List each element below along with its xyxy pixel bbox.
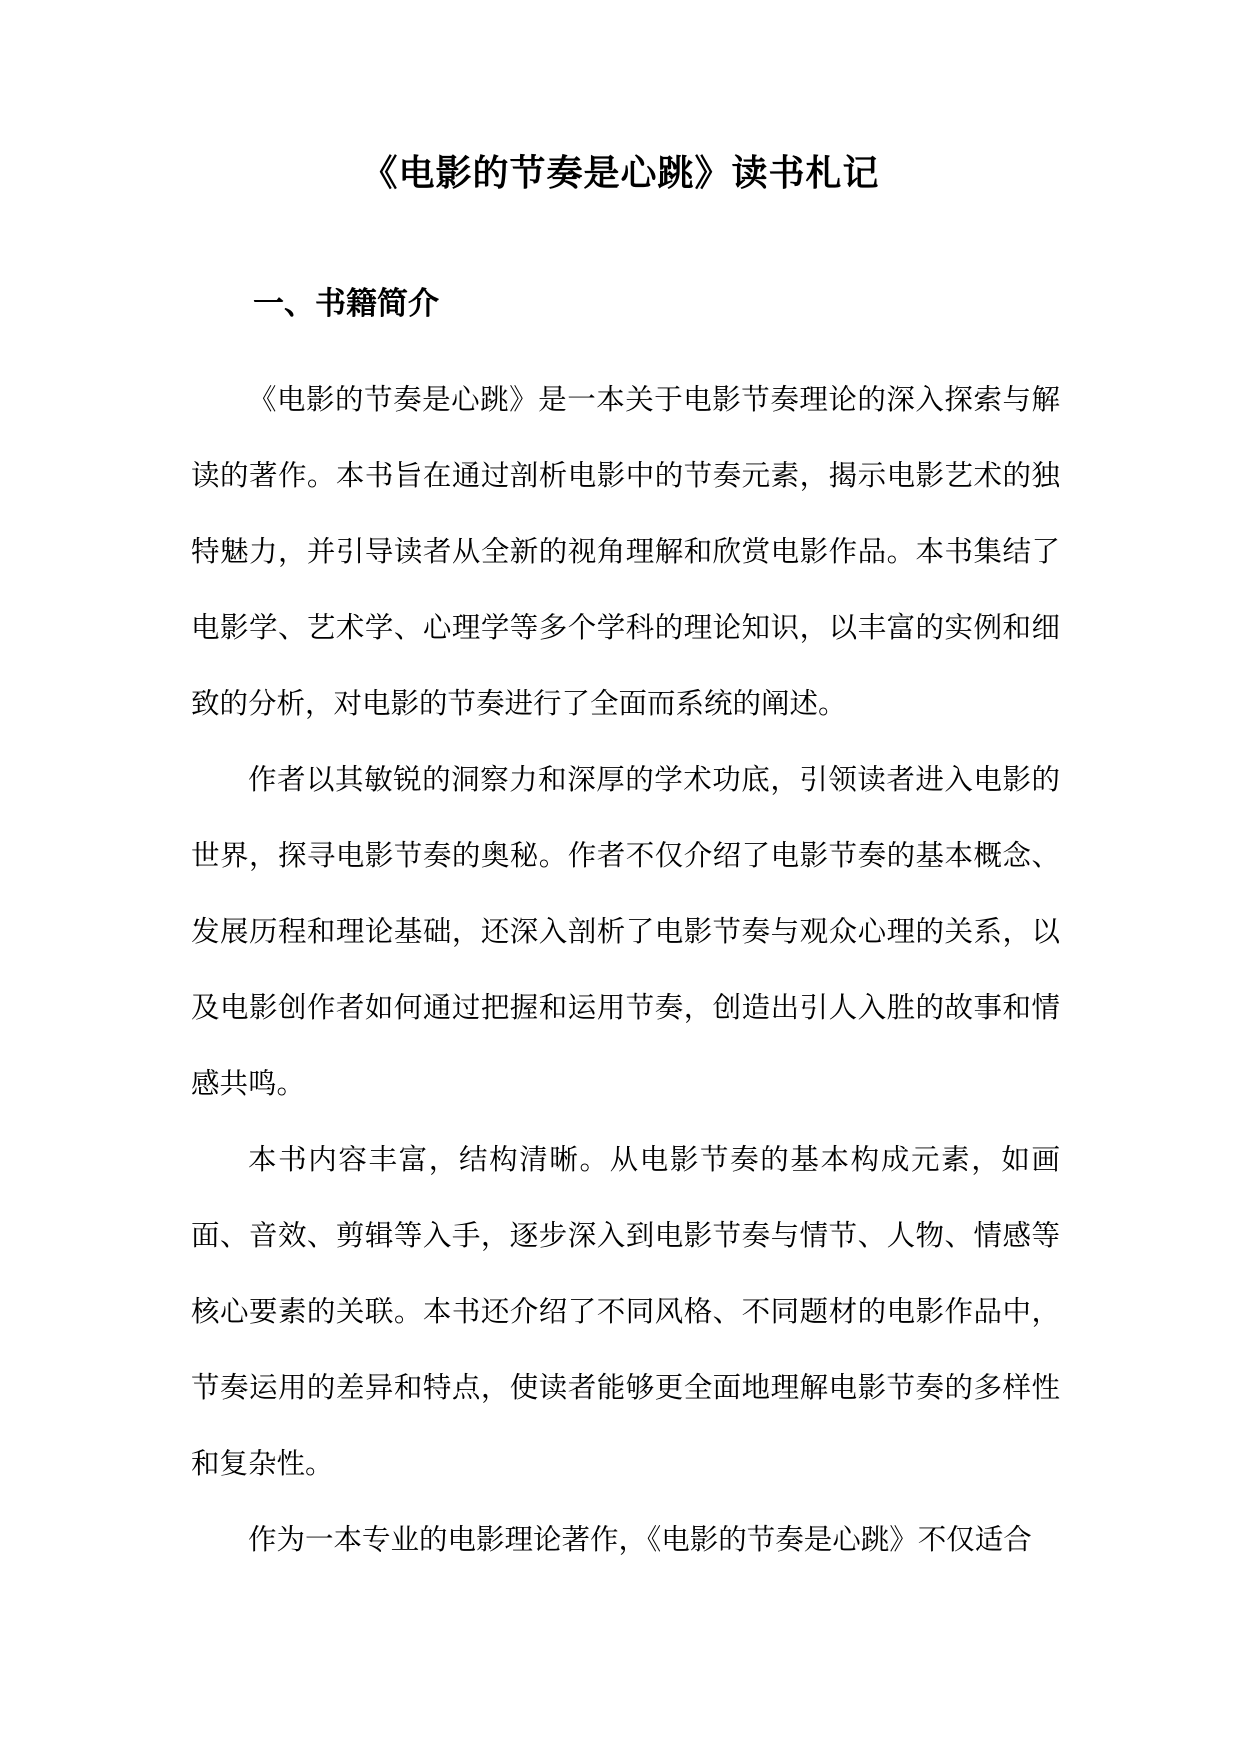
paragraph: 作者以其敏锐的洞察力和深厚的学术功底，引领读者进入电影的世界，探寻电影节奏的奥秘。作者不仅介绍了电影节奏的基本概念、发展历程和理论基础，还深入剖析了电影节奏与观众心理的关系，以及电影创作者如何通过把握和运用节奏，创造出引人入胜的故事和情感共鸣。 — [191, 763, 1060, 1100]
paragraph: 《电影的节奏是心跳》是一本关于电影节奏理论的深入探索与解读的著作。本书旨在通过剖析电影中的节奏元素，揭示电影艺术的独特魅力，并引导读者从全新的视角理解和欣赏电影作品。本书集结了电影学、艺术学、心理学等多个学科的理论知识，以丰富的实例和细致的分析，对电影的节奏进行了全面而系统的阐述。 — [191, 383, 1060, 720]
body-text — [191, 362, 1060, 1578]
paragraph: 本书内容丰富，结构清晰。从电影节奏的基本构成元素，如画面、音效、剪辑等入手，逐步深入到电影节奏与情节、人物、情感等核心要素的关联。本书还介绍了不同风格、不同题材的电影作品中，节奏运用的差异和特点，使读者能够更全面地理解电影节奏的多样性和复杂性。 — [191, 1143, 1060, 1480]
paragraph: 作为一本专业的电影理论著作，《电影的节奏是心跳》不仅适合 — [248, 1523, 1032, 1556]
document-title: 《电影的节奏是心跳》读书札记 — [361, 153, 880, 194]
section-heading: 一、书籍简介 — [253, 286, 439, 322]
